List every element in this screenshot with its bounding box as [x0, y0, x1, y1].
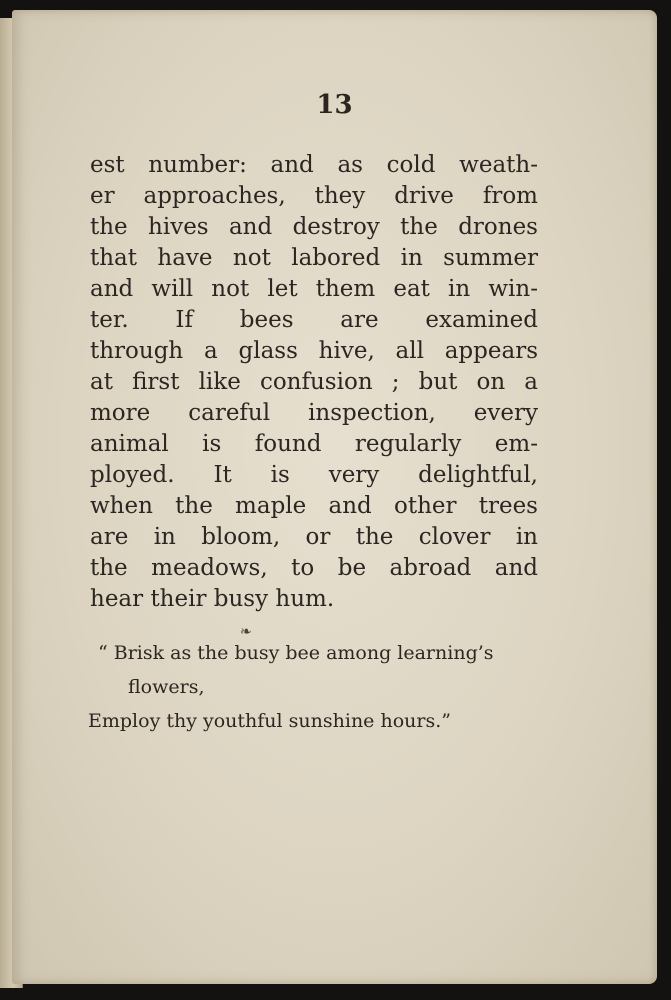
quote-line: flowers,: [128, 676, 205, 698]
text-line: the meadows, to be abroad and: [90, 555, 538, 581]
quote-line: Employ thy youthful sunshine hours.”: [88, 710, 451, 732]
body-paragraph: [90, 150, 538, 615]
text-line: at first like confusion ; but on a: [90, 369, 538, 395]
text-line: are in bloom, or the clover in: [90, 524, 538, 550]
text-line: ployed. It is very delightful,: [90, 462, 538, 488]
text-line: hear their busy hum.: [90, 586, 335, 612]
book-page: [12, 10, 657, 984]
quote-line: “ Brisk as the busy bee among learning’s: [98, 642, 494, 664]
text-line: that have not labored in summer: [90, 245, 538, 271]
text-line: ter. If bees are examined: [90, 307, 538, 333]
verse-quote: [88, 636, 540, 738]
page-number: 13: [316, 90, 353, 120]
text-line: and will not let them eat in win-: [90, 276, 538, 302]
ornament-icon: ❧: [240, 624, 252, 640]
text-line: the hives and destroy the drones: [90, 214, 538, 240]
text-line: more careful inspection, every: [90, 400, 538, 426]
text-line: er approaches, they drive from: [90, 183, 538, 209]
text-line: animal is found regularly em-: [90, 431, 538, 457]
text-line: when the maple and other trees: [90, 493, 538, 519]
text-line: through a glass hive, all appears: [90, 338, 538, 364]
text-line: est number: and as cold weath-: [90, 152, 538, 178]
